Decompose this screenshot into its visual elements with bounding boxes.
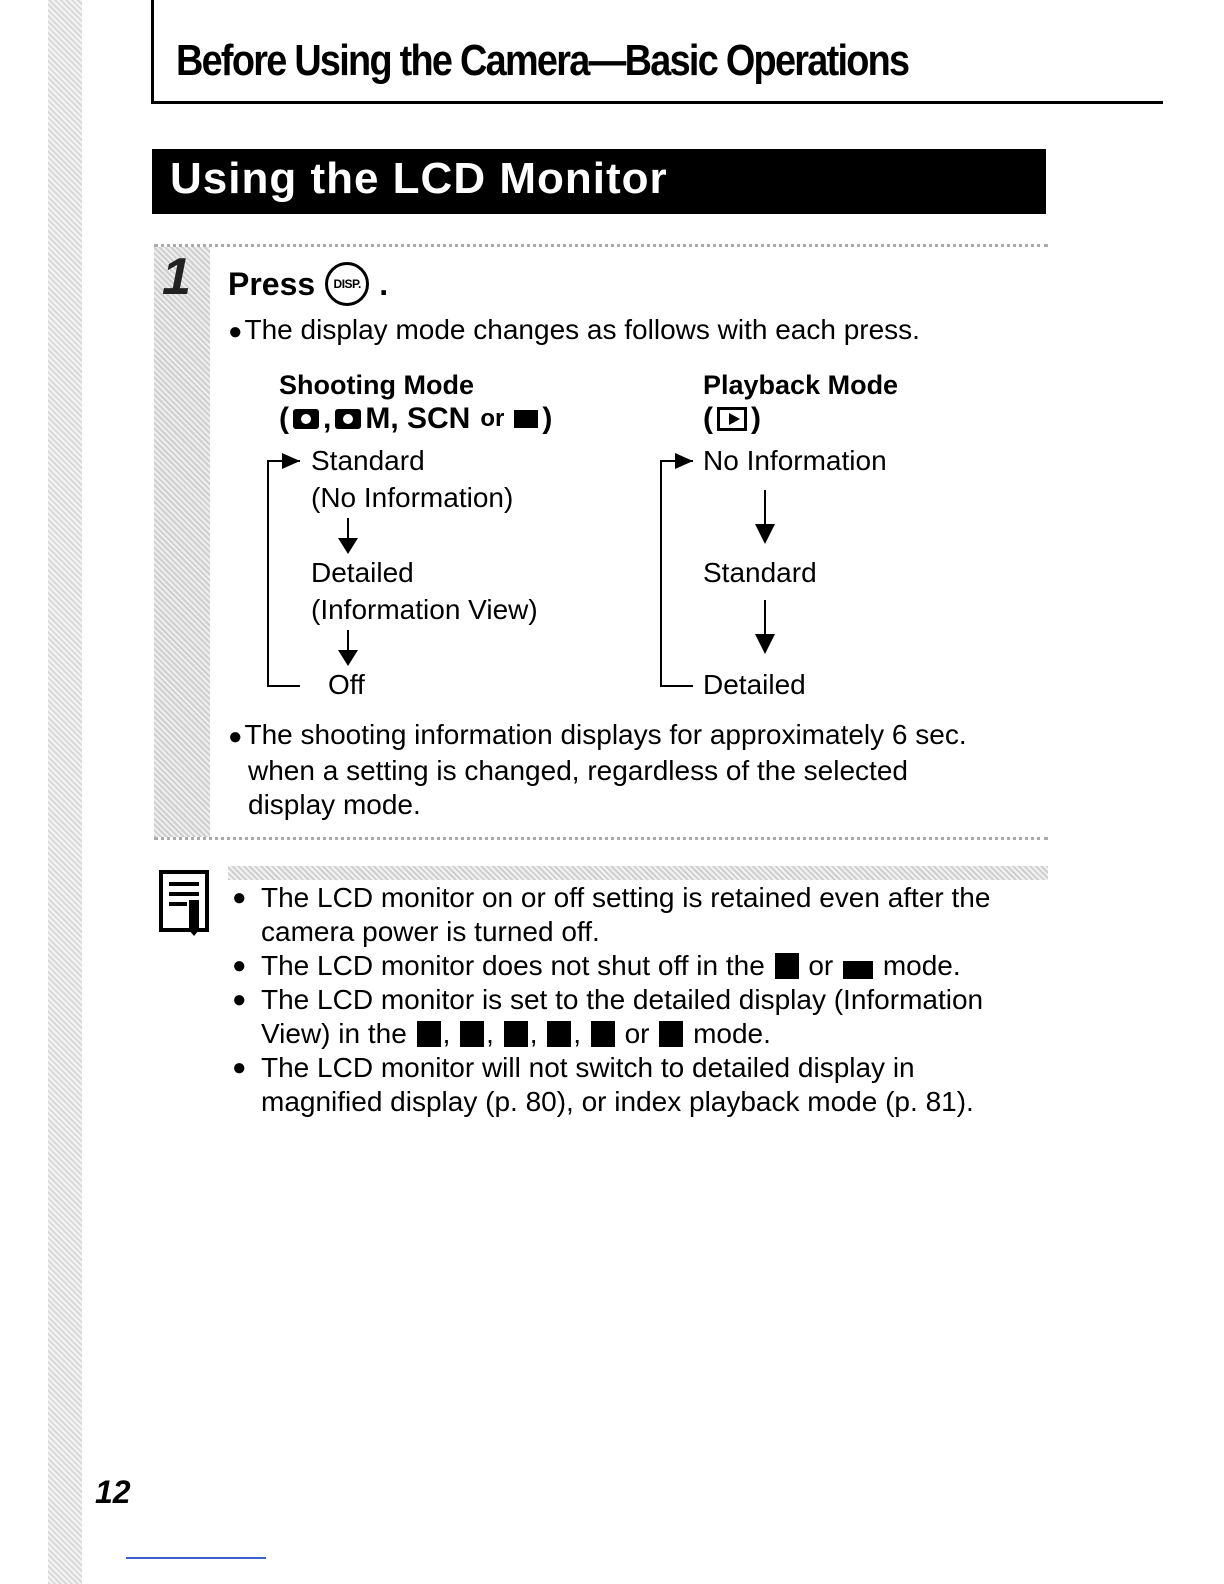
- shooting-mode-icons: [279, 402, 552, 436]
- note-2-or: or: [808, 950, 834, 981]
- note-2-text: The LCD monitor does not shut off in the: [261, 950, 765, 981]
- note-1-line1: ● The LCD monitor on or off setting is retained even after the: [261, 882, 991, 913]
- playback-icon: [717, 407, 747, 431]
- manual-camera-icon: [335, 409, 361, 429]
- playback-item-detailed: Detailed: [703, 669, 806, 700]
- stitch-assist-s-icon: [460, 1021, 484, 1047]
- paren-open: (: [703, 402, 713, 435]
- paren-open: (: [279, 402, 289, 435]
- movie-icon: [843, 961, 873, 979]
- note-4: [232, 1051, 974, 1119]
- playback-item-no-info: No Information: [703, 445, 887, 476]
- disp-button-icon: [325, 262, 369, 306]
- comma: ,: [323, 402, 332, 435]
- step-bullet-2-line1: The shooting information displays for approximately 6 sec.: [244, 719, 967, 750]
- note-1: [232, 881, 990, 949]
- note-2: [232, 949, 961, 983]
- shooting-item-detailed: Detailed: [311, 557, 414, 588]
- page-edge-strip: [48, 0, 82, 1584]
- shooting-mode-title: Shooting Mode: [279, 370, 474, 400]
- paren-close: ): [751, 402, 761, 435]
- panorama-a-icon: [591, 1021, 615, 1047]
- page-number: 12: [95, 1474, 131, 1510]
- shooting-item-standard: Standard: [311, 445, 425, 476]
- period: .: [379, 265, 389, 302]
- memo-icon: [159, 870, 209, 936]
- chapter-header: [151, 0, 1163, 104]
- step-bullet-2: [228, 718, 967, 822]
- shooting-item-no-info: (No Information): [311, 482, 514, 513]
- playback-mode-icons: [703, 402, 761, 436]
- stitch-assist-a-icon: [417, 1021, 441, 1047]
- paren-close: ): [542, 402, 553, 435]
- step-bullet-2-line2: when a setting is changed, regardless of the selected: [248, 755, 908, 786]
- note-1-line2: camera power is turned off.: [261, 916, 600, 947]
- note-3-or: or: [624, 1018, 650, 1049]
- step-number: 1: [162, 248, 191, 306]
- step-heading-text: Press: [228, 265, 316, 302]
- note-4-line2: magnified display (p. 80), or index playback mode (p. 81).: [261, 1086, 974, 1117]
- note-header-strip: [228, 866, 1048, 880]
- shooting-item-info-view: (Information View): [311, 594, 538, 625]
- note-3: ● The LCD monitor is set to the detailed display (Information View) in the , , , , or mode.: [232, 983, 983, 1051]
- scn-label: M, SCN: [365, 402, 471, 435]
- note-3-line1: ● The LCD monitor is set to the detailed display (Information: [261, 984, 984, 1015]
- digital-macro-icon: [775, 953, 799, 979]
- step-number-column: [154, 247, 210, 837]
- disp-button-label: DISP.: [333, 277, 361, 291]
- step-heading: [228, 262, 388, 306]
- step-bullet-1-text: The display mode changes as follows with each press.: [244, 314, 920, 345]
- shooting-item-off: Off: [328, 669, 365, 700]
- note-3-line2: View) in the: [261, 1018, 407, 1049]
- auto-camera-icon: [293, 409, 319, 429]
- or-text: or: [480, 405, 505, 432]
- postcard-icon: [504, 1021, 528, 1047]
- step-bullet-1: [228, 313, 920, 349]
- step-bullet-2-line3: display mode.: [248, 789, 421, 820]
- panorama-s-icon: [659, 1021, 683, 1047]
- color-accent-icon: [547, 1021, 571, 1047]
- section-bar: [152, 149, 1046, 214]
- note-4-line1: ● The LCD monitor will not switch to detailed display in: [261, 1052, 915, 1083]
- chapter-title: Before Using the Camera—Basic Operations: [176, 36, 909, 85]
- section-title: Using the LCD Monitor: [170, 154, 668, 203]
- footer-line: [126, 1557, 266, 1559]
- playback-item-standard: Standard: [703, 557, 817, 588]
- note-3-mode: mode.: [693, 1018, 771, 1049]
- note-2-mode: mode.: [882, 950, 961, 981]
- playback-mode-title: Playback Mode: [703, 370, 899, 400]
- movie-icon: [514, 410, 538, 428]
